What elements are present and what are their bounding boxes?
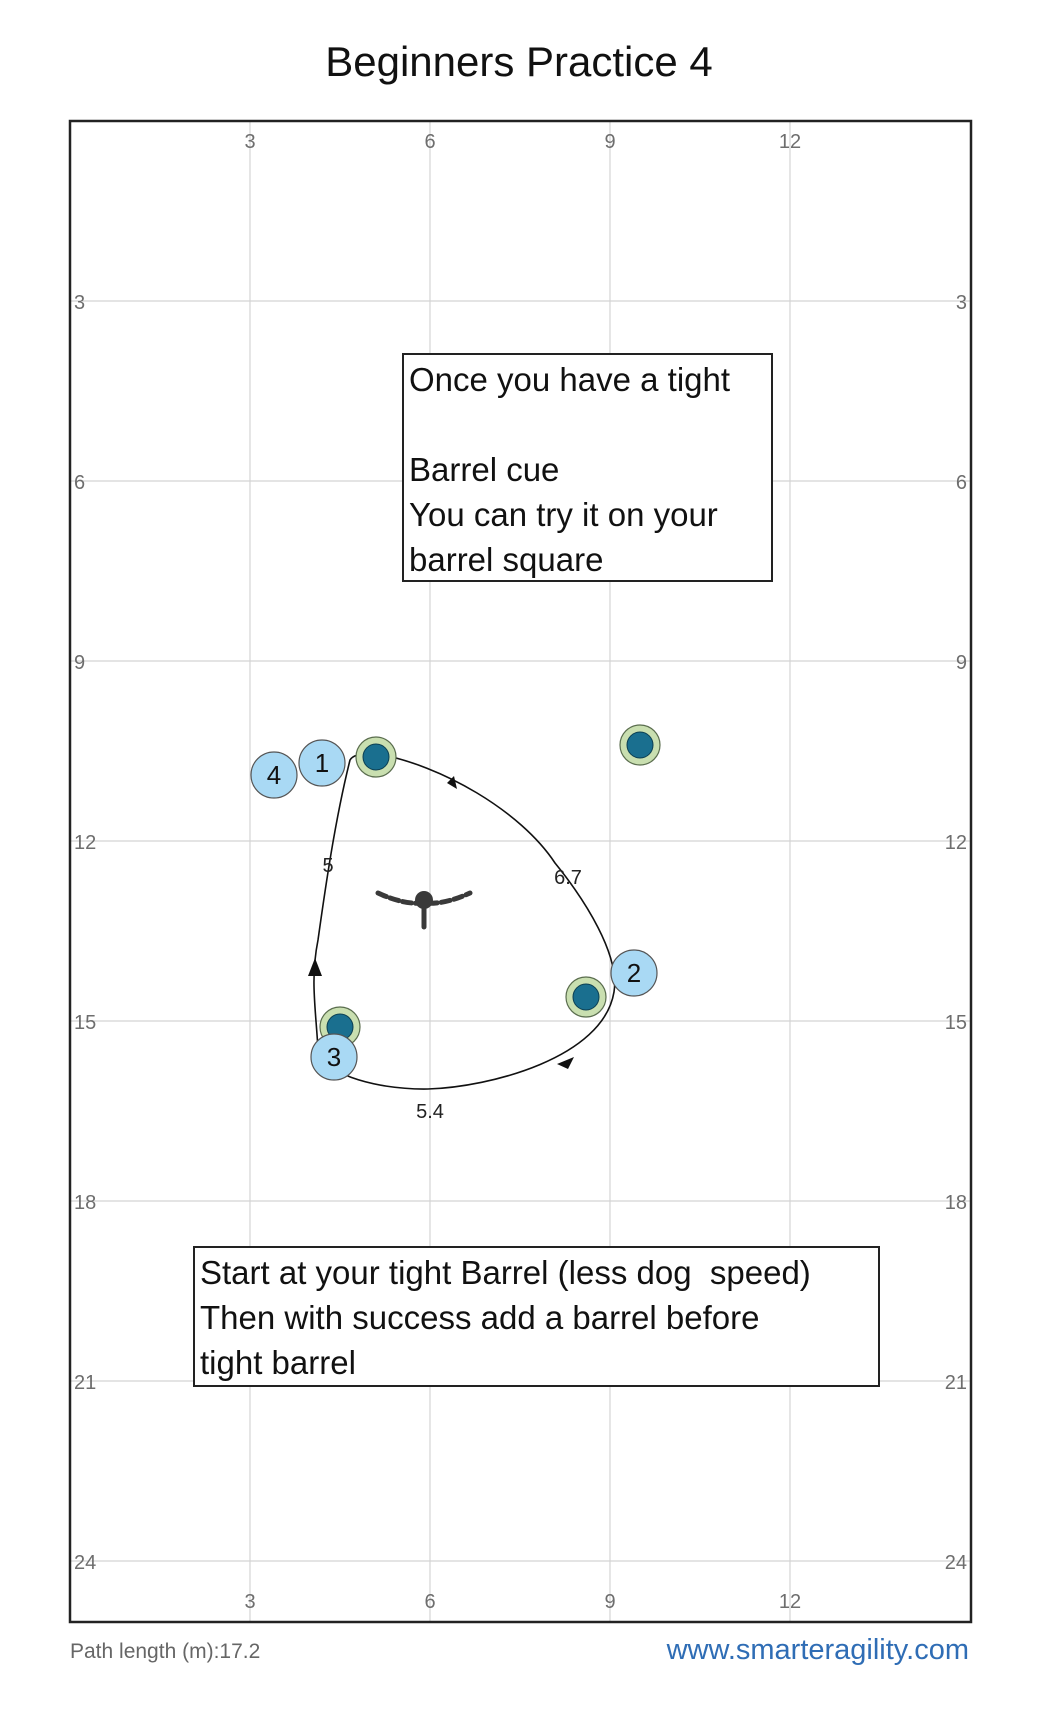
grid-lines	[70, 121, 971, 1622]
note-line: barrel square	[409, 541, 604, 578]
sequence-number: 4	[266, 760, 282, 790]
barrel	[356, 737, 396, 777]
path-segment-labels	[322, 855, 581, 1123]
course-border	[70, 121, 971, 1622]
note-line: Then with success add a barrel before	[200, 1299, 760, 1336]
x-tick-label: 9	[604, 131, 616, 153]
direction-arrow	[308, 958, 322, 976]
y-tick-label: 6	[74, 472, 86, 494]
segment-length-label: 5	[322, 855, 334, 877]
segment-length-label: 6.7	[554, 867, 582, 889]
y-tick-label: 9	[74, 652, 86, 674]
dog-path	[314, 754, 615, 1089]
sequence-number: 1	[314, 748, 330, 778]
handler-icon	[378, 891, 470, 927]
y-tick-label: 15	[74, 1012, 97, 1034]
sequence-number: 2	[626, 958, 642, 988]
x-tick-label: 6	[424, 131, 436, 153]
direction-arrow	[557, 1057, 574, 1069]
y-tick-label: 18	[74, 1192, 97, 1214]
note-line: Once you have a tight	[409, 361, 731, 398]
instruction-note-top	[402, 353, 773, 582]
segment-length-label: 5.4	[416, 1101, 444, 1123]
y-tick-label: 15	[944, 1012, 967, 1034]
barrel	[566, 977, 606, 1017]
course-title: Beginners Practice 4	[325, 38, 713, 85]
y-tick-label: 18	[944, 1192, 967, 1214]
x-tick-label: 3	[244, 1591, 256, 1613]
sequence-marker	[611, 950, 657, 996]
y-tick-label: 3	[74, 292, 86, 314]
y-tick-label: 9	[955, 652, 967, 674]
y-tick-label: 21	[74, 1372, 97, 1394]
y-tick-label: 24	[944, 1552, 967, 1574]
y-tick-label: 3	[955, 292, 967, 314]
instruction-note-bottom	[193, 1246, 880, 1387]
x-tick-label: 12	[778, 131, 802, 153]
website-link[interactable]: www.smarteragility.com	[666, 1634, 969, 1666]
barrel	[620, 725, 660, 765]
sequence-marker	[251, 752, 297, 798]
x-tick-label: 6	[424, 1591, 436, 1613]
note-line: You can try it on your	[409, 496, 718, 533]
note-line	[409, 402, 766, 447]
note-line: Start at your tight Barrel (less dog speed)	[200, 1254, 811, 1291]
y-tick-label: 6	[955, 472, 967, 494]
path-length: Path length (m):17.2	[70, 1640, 261, 1663]
x-tick-label: 3	[244, 131, 256, 153]
y-tick-label: 24	[74, 1552, 97, 1574]
barrels	[320, 725, 660, 1047]
note-line: tight barrel	[200, 1344, 356, 1381]
handler-head	[415, 891, 433, 909]
sequence-marker	[311, 1034, 357, 1080]
y-tick-label: 12	[944, 832, 967, 854]
note-line: Barrel cue	[409, 451, 560, 488]
sequence-marker	[299, 740, 345, 786]
x-tick-label: 9	[604, 1591, 616, 1613]
sequence-number: 3	[326, 1042, 342, 1072]
x-tick-label: 12	[778, 1591, 802, 1613]
y-tick-label: 21	[944, 1372, 967, 1394]
y-tick-label: 12	[74, 832, 97, 854]
